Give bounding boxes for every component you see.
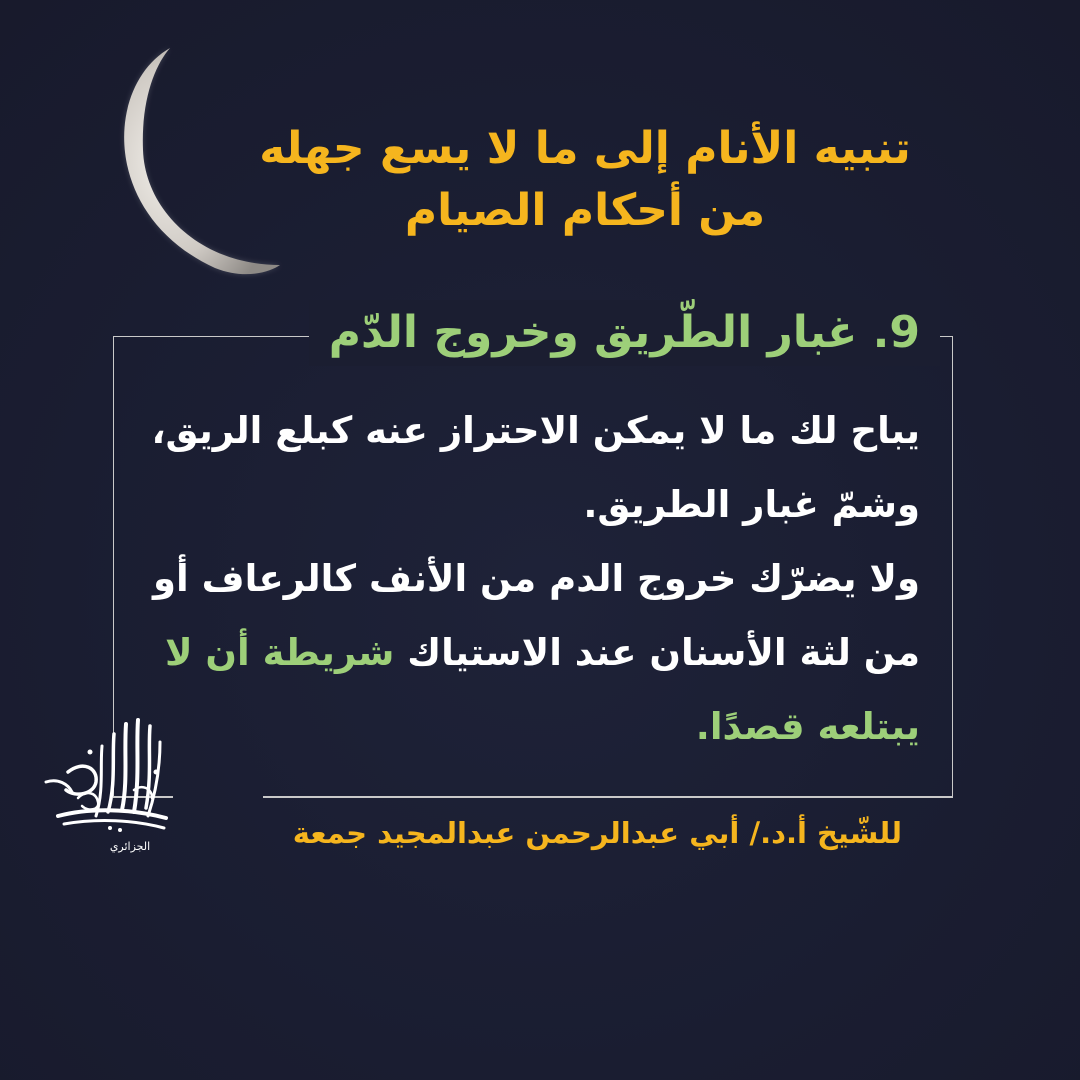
body-highlight: شريطة أن لا يبتلعه قصدًا. [165,631,920,748]
body-paragraph-1: يباح لك ما لا يمكن الاحتراز عنه كبلع الريق، وشمّ غبار الطريق. [151,409,920,526]
page-title [235,118,935,242]
title-line-1: تنبيه الأنام إلى ما لا يسع جهله [259,123,911,174]
body-paragraph-2 [140,542,920,764]
calligraphy-logo-icon [38,712,178,858]
logo-caption: الجزائري [109,840,151,853]
author-credit: للشّيخ أ.د./ أبي عبدالرحمن عبدالمجيد جمعة [292,816,902,850]
body-text [140,394,920,764]
body-paragraph-2-text: ولا يضرّك خروج الدم من الأنف كالرعاف أو من لثة الأسنان عند الاستياك [153,557,920,674]
title-line-2: من أحكام الصيام [404,185,766,236]
section-heading: 9. غبار الطّريق وخروج الدّم [309,300,940,366]
frame-bottom-border [113,796,953,798]
